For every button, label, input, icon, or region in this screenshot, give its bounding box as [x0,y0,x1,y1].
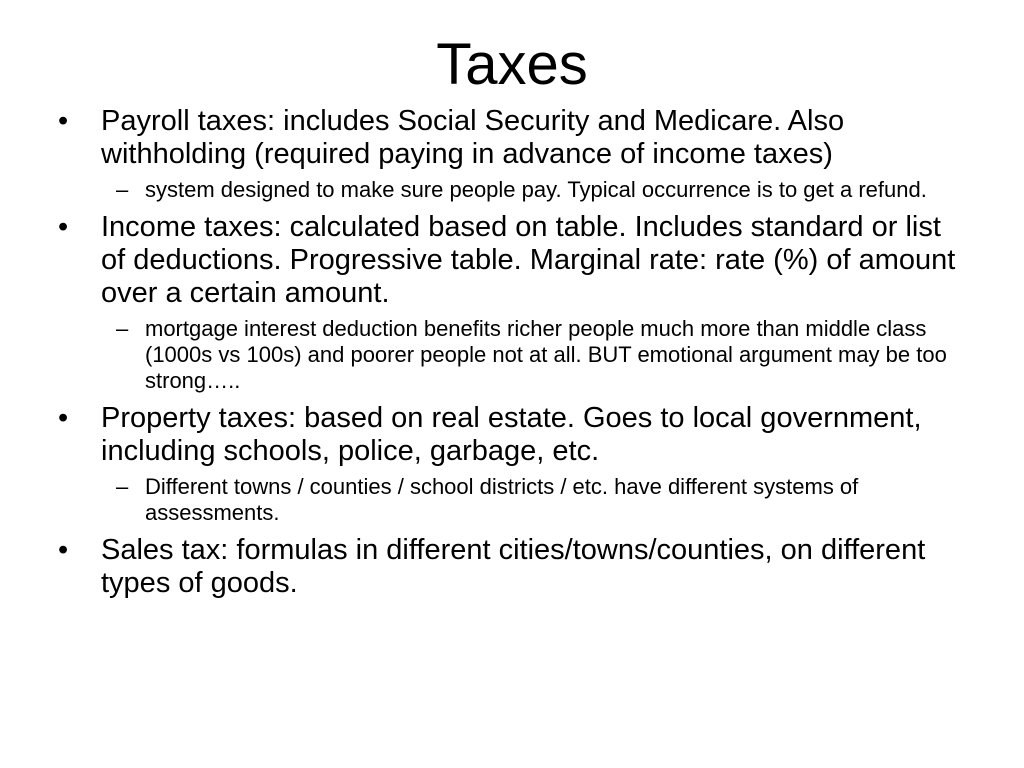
bullet-text: Payroll taxes: includes Social Security and Medicare. Also withholding (required paying in advance of income taxes) [101,105,845,170]
sub-item-text: mortgage interest deduction benefits richer people much more than middle class (1000s vs 100s) and poorer people not at all. BUT emotional argument may be too strong….. [145,316,947,393]
dash-icon: – [116,177,129,202]
sub-item-payroll-taxes [58,177,968,203]
bullet-text: Sales tax: formulas in different cities/towns/counties, on different types of goods. [101,534,926,599]
sub-item-income-taxes [58,316,968,394]
bullet-item-property-taxes [58,402,968,468]
slide-title: Taxes [436,32,588,97]
bullet-icon: • [58,105,69,137]
dash-icon: – [116,474,129,499]
bullet-icon: • [58,534,69,566]
bullet-item-sales-tax [58,534,968,600]
bullet-icon: • [58,402,69,434]
sub-item-text: Different towns / counties / school districts / etc. have different systems of assessments. [145,474,859,525]
bullet-text: Property taxes: based on real estate. Goes to local government, including schools, police, garbage, etc. [101,402,922,467]
bullet-item-income-taxes [58,211,968,310]
bullet-list [58,105,968,606]
dash-icon: – [116,316,129,341]
bullet-item-payroll-taxes [58,105,968,171]
bullet-text: Income taxes: calculated based on table. Includes standard or list of deductions. Progressive table. Marginal rate: rate (%) of amount over a certain amount. [101,211,956,309]
sub-item-property-taxes [58,474,968,526]
sub-item-text: system designed to make sure people pay. Typical occurrence is to get a refund. [145,177,927,202]
bullet-icon: • [58,211,69,243]
